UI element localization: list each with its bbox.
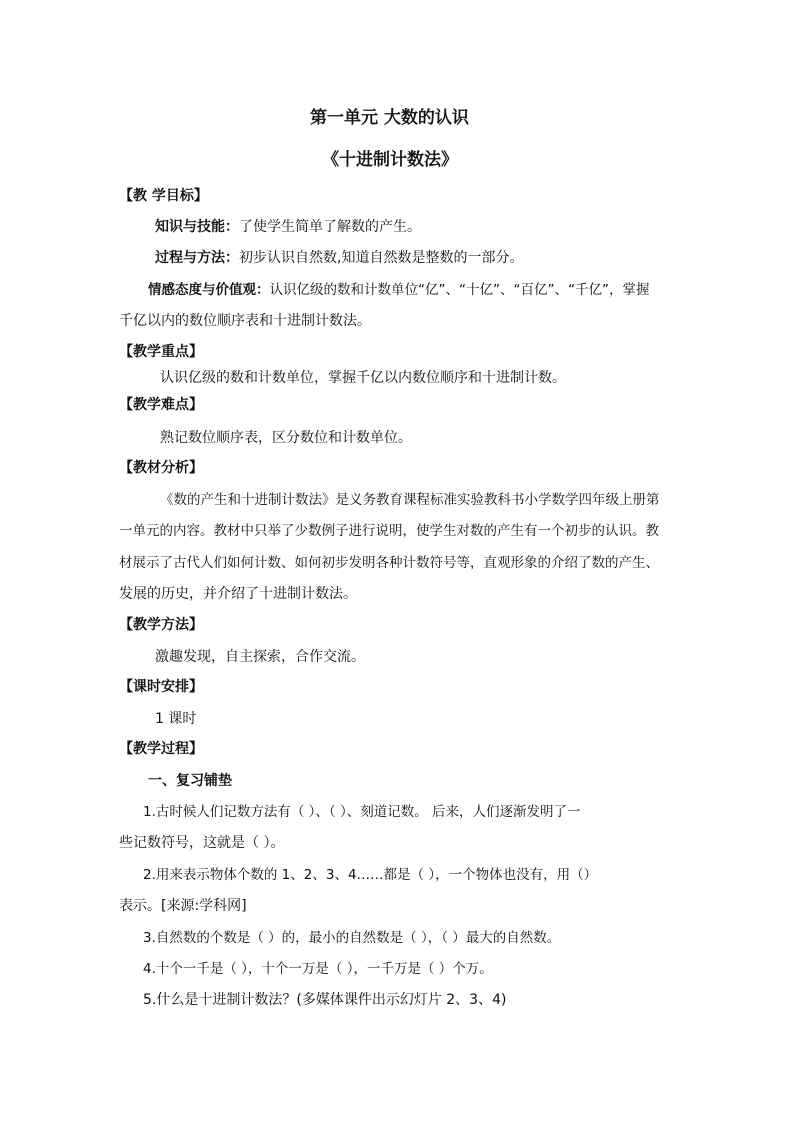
knowledge-line (155, 217, 421, 237)
question-line: 1.古时候人们记数方法有（ ）、（ ）、刻道记数。 后来，人们逐渐发明了一 (143, 804, 581, 820)
question-line: 3.自然数的个数是（ ）的，最小的自然数是（ ），（ ）最大的自然数。 (143, 930, 561, 946)
analysis-line: 《数的产生和十进制计数法》是义务教育课程标准实验教科书小学数学四年级上册第 (160, 492, 660, 508)
methods-text: 激趣发现，自主探索，合作交流。 (155, 649, 365, 665)
key-points-heading: 【教学重点】 (119, 344, 203, 360)
question-line: 2.用来表示物体个数的 1、2、3、4……都是（ ），一个物体也没有，用（） (143, 867, 598, 883)
process-heading: 【教学过程】 (119, 741, 203, 757)
difficulties-heading: 【教学难点】 (119, 397, 203, 413)
key-points-text: 认识亿级的数和计数单位，掌握千亿以内数位顺序和十进制计数。 (160, 370, 566, 386)
methods-heading: 【教学方法】 (119, 617, 203, 633)
knowledge-label: 知识与技能： (155, 219, 239, 235)
question-line: 表示。[来源:学科网] (119, 898, 247, 914)
analysis-heading: 【教材分析】 (119, 460, 203, 476)
attitude-label: 情感态度与价值观： (148, 282, 270, 298)
process-label: 过程与方法： (155, 250, 239, 266)
analysis-line: 一单元的内容。教材中只举了少数例子进行说明，使学生对数的产生有一个初步的认识。教 (119, 523, 659, 539)
attitude-line (148, 280, 649, 300)
objectives-heading: 【教 学目标】 (119, 188, 208, 204)
analysis-line: 材展示了古代人们如何计数、如何初步发明各种计数符号等，直观形象的介绍了数的产生、 (119, 555, 659, 571)
attitude-text-cont: 千亿以内的数位顺序表和十进制计数法。 (119, 313, 371, 329)
schedule-heading: 【课时安排】 (119, 679, 203, 695)
attitude-text: 认识亿级的数和计数单位“亿”、“十亿”、“百亿”、“千亿”，掌握 (269, 282, 650, 298)
schedule-text: 1 课时 (155, 711, 197, 727)
question-line: 4.十个一千是（ ），十个一万是（ ），一千万是（ ）个万。 (143, 961, 493, 977)
analysis-line: 发展的历史，并介绍了十进制计数法。 (119, 586, 357, 602)
difficulties-text: 熟记数位顺序表，区分数位和计数单位。 (160, 430, 412, 446)
process-text: 初步认识自然数,知道自然数是整数的一部分。 (239, 250, 524, 266)
process-section-title: 一、复习铺垫 (148, 773, 232, 789)
page-subtitle: 《十进制计数法》 (322, 150, 458, 170)
page-title: 第一单元 大数的认识 (310, 108, 469, 128)
question-line: 些记数符号，这就是（ ）。 (119, 835, 285, 851)
process-method-line (155, 248, 523, 268)
knowledge-text: 了使学生简单了解数的产生。 (239, 219, 421, 235)
question-line: 5.什么是十进制计数法？(多媒体课件出示幻灯片 2、3、4) (143, 992, 507, 1008)
